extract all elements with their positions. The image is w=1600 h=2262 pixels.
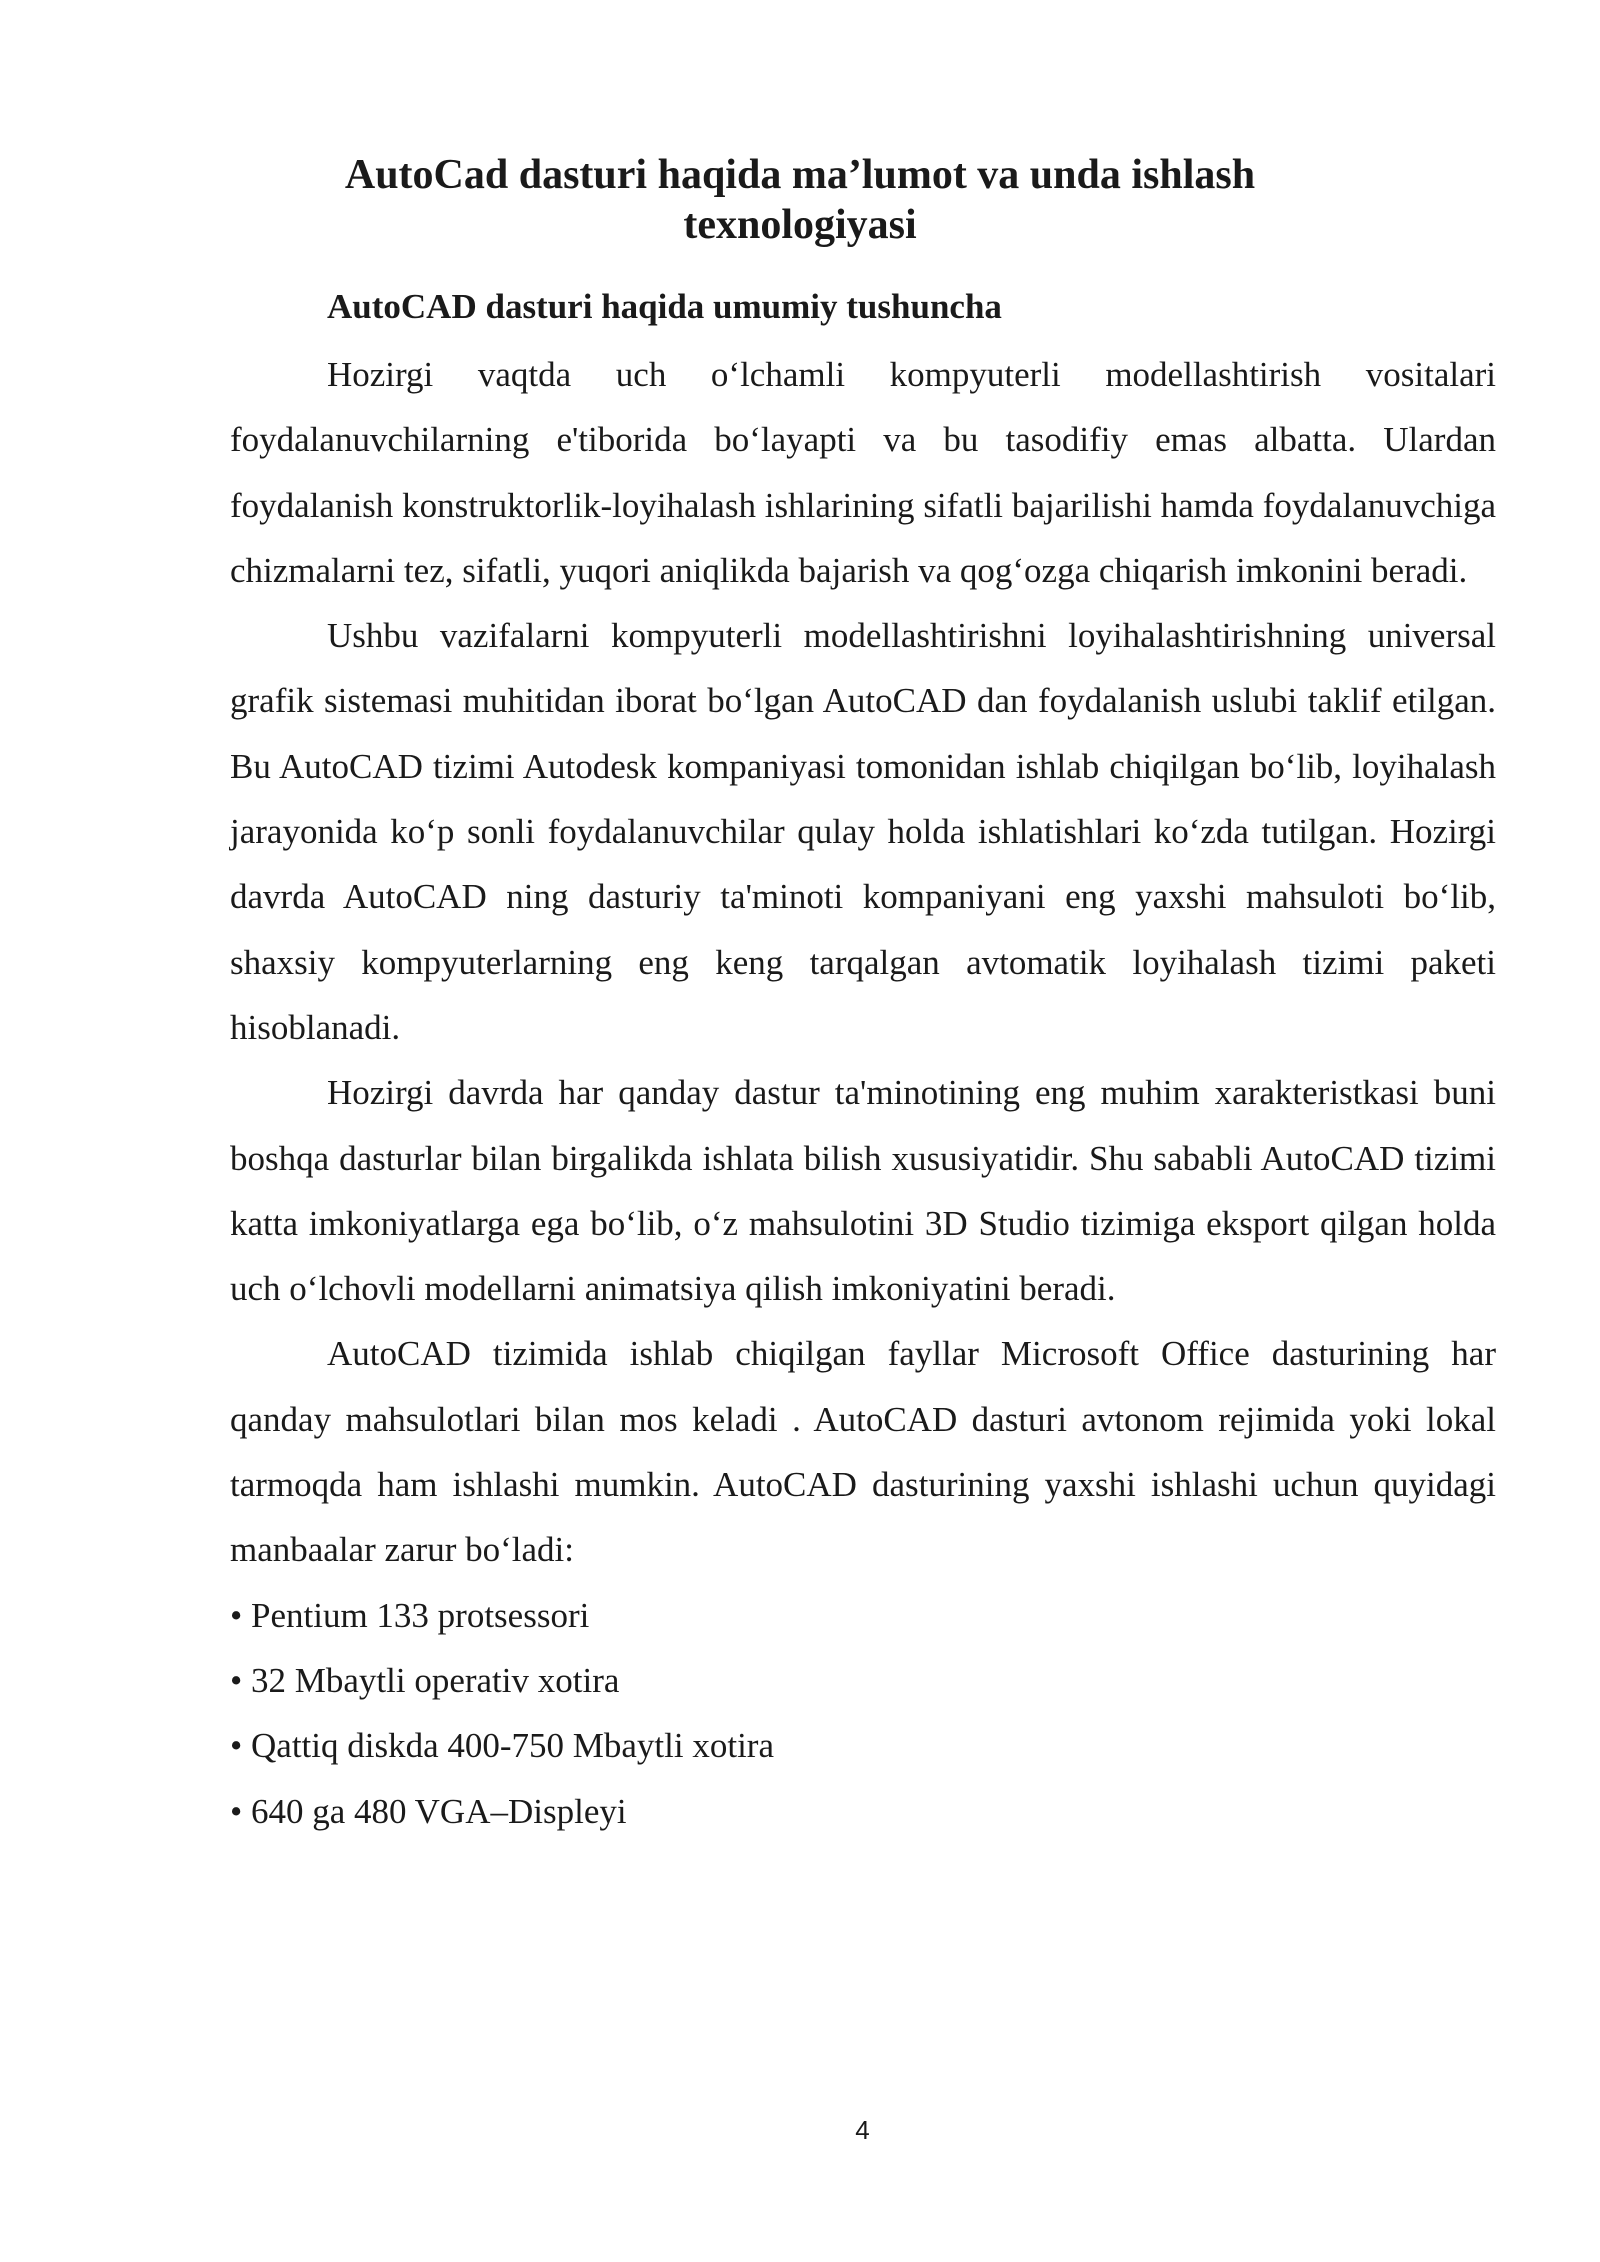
list-item: • Pentium 133 protsessori <box>230 1595 590 1635</box>
paragraph-1: Hozirgi vaqtda uch o‘lchamli kompyuterli modellashtirish vositalari foydalanuvchilarning e'tiborida bo‘layapti va bu tasodifiy emas albatta. Ulardan foydalanish konstruktorlik-loyihalash ishlarining sifatli bajarilishi hamda foydalanuvchiga chizmalarni tez, sifatli, yuqori aniqlikda bajarish va qog‘ozga chiqarish imkonini beradi. <box>230 355 1496 590</box>
title-line-1: AutoCad dasturi haqida ma’lumot va unda ishlash <box>344 152 1256 198</box>
list-item: • 640 ga 480 VGA–Displeyi <box>230 1791 627 1831</box>
document-title <box>300 150 1300 250</box>
document-body <box>230 342 1496 1844</box>
section-heading: AutoCAD dasturi haqida umumiy tushuncha <box>327 287 1002 326</box>
page-number: 4 <box>855 2115 870 2145</box>
title-line-2: texnologiyasi <box>683 202 917 248</box>
requirements-list <box>230 1583 1496 1844</box>
paragraph-2: Ushbu vazifalarni kompyuterli modellashtirishni loyihalashtirishning universal grafik sistemasi muhitidan iborat bo‘lgan AutoCAD dan foydalanish uslubi taklif etilgan. Bu AutoCAD tizimi Autodesk kompaniyasi tomonidan ishlab chiqilgan bo‘lib, loyihalash jarayonida ko‘p sonli foydalanuvchilar qulay holda ishlatishlari ko‘zda tutilgan. Hozirgi davrda AutoCAD ning dasturiy ta'minoti kompaniyani eng yaxshi mahsuloti bo‘lib, shaxsiy kompyuterlarning eng keng tarqalgan avtomatik loyihalash tizimi paketi hisoblanadi. <box>230 616 1496 1047</box>
list-item: • Qattiq diskda 400-750 Mbaytli xotira <box>230 1726 774 1766</box>
list-item: • 32 Mbaytli operativ xotira <box>230 1660 620 1700</box>
paragraph-3: Hozirgi davrda har qanday dastur ta'minotining eng muhim xarakteristkasi buni boshqa dasturlar bilan birgalikda ishlata bilish xususiyatidir. Shu sababli AutoCAD tizimi katta imkoniyatlarga ega bo‘lib, o‘z mahsulotini 3D Studio tizimiga eksport qilgan holda uch o‘lchovli modellarni animatsiya qilish imkoniyatini beradi. <box>230 1073 1496 1309</box>
paragraph-4: AutoCAD tizimida ishlab chiqilgan fayllar Microsoft Office dasturining har qanday mahsulotlari bilan mos keladi . AutoCAD dasturi avtonom rejimida yoki lokal tarmoqda ham ishlashi mumkin. AutoCAD dasturining yaxshi ishlashi uchun quyidagi manbaalar zarur bo‘ladi: <box>230 1334 1496 1570</box>
